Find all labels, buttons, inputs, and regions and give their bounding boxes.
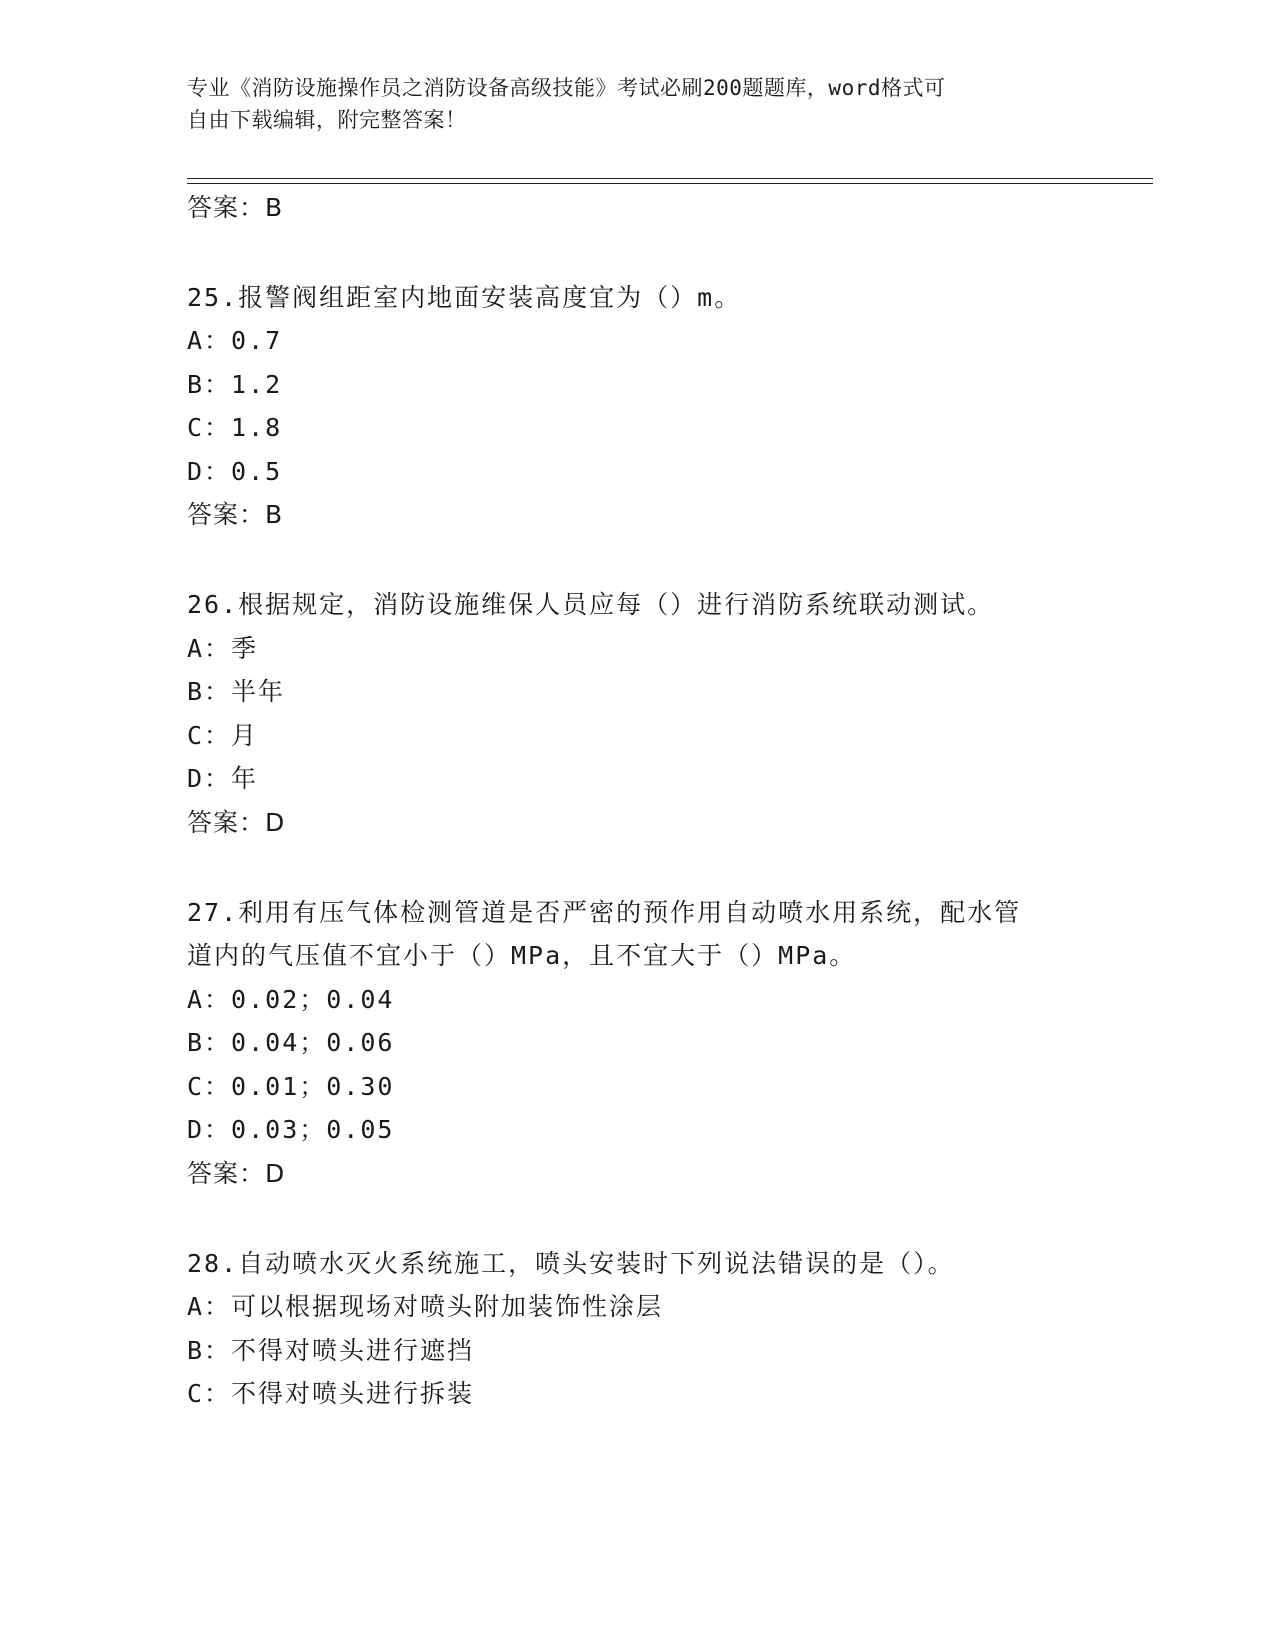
question-stem: 26.根据规定，消防设施维保人员应每（）进行消防系统联动测试。 (187, 590, 995, 619)
option-a: A：0.02；0.04 (187, 985, 395, 1014)
header-line-1: 专业《消防设施操作员之消防设备高级技能》考试必刷200题题库，word格式可 (187, 76, 946, 100)
document-header (187, 72, 1087, 136)
question-stem: 28.自动喷水灭火系统施工，喷头安装时下列说法错误的是（）。 (187, 1249, 955, 1278)
option-d: D：年 (187, 764, 259, 793)
option-c: C：0.01；0.30 (187, 1072, 395, 1101)
option-c: C：1.8 (187, 413, 283, 442)
question-stem-continued: 道内的气压值不宜小于（）MPa，且不宜大于（）MPa。 (187, 941, 857, 970)
option-b: B：半年 (187, 677, 286, 706)
answer-line: 答案：B (187, 500, 284, 529)
option-a: A：季 (187, 634, 259, 663)
option-c: C：不得对喷头进行拆装 (187, 1379, 475, 1408)
option-b: B：0.04；0.06 (187, 1028, 395, 1057)
answer-line: 答案：B (187, 193, 284, 222)
option-a: A：可以根据现场对喷头附加装饰性涂层 (187, 1292, 664, 1321)
header-line-2: 自由下载编辑，附完整答案！ (187, 108, 467, 132)
answer-line: 答案：D (187, 1159, 286, 1188)
option-a: A：0.7 (187, 326, 283, 355)
question-stem: 25.报警阀组距室内地面安装高度宜为（）m。 (187, 283, 742, 312)
answer-line: 答案：D (187, 808, 286, 837)
option-b: B：不得对喷头进行遮挡 (187, 1336, 475, 1365)
header-rule-top (187, 178, 1153, 179)
option-c: C：月 (187, 721, 259, 750)
option-b: B：1.2 (187, 370, 283, 399)
question-stem: 27.利用有压气体检测管道是否严密的预作用自动喷水用系统，配水管 (187, 898, 1022, 927)
option-d: D：0.5 (187, 457, 283, 486)
header-rule-bottom (187, 183, 1153, 184)
option-d: D：0.03；0.05 (187, 1115, 395, 1144)
